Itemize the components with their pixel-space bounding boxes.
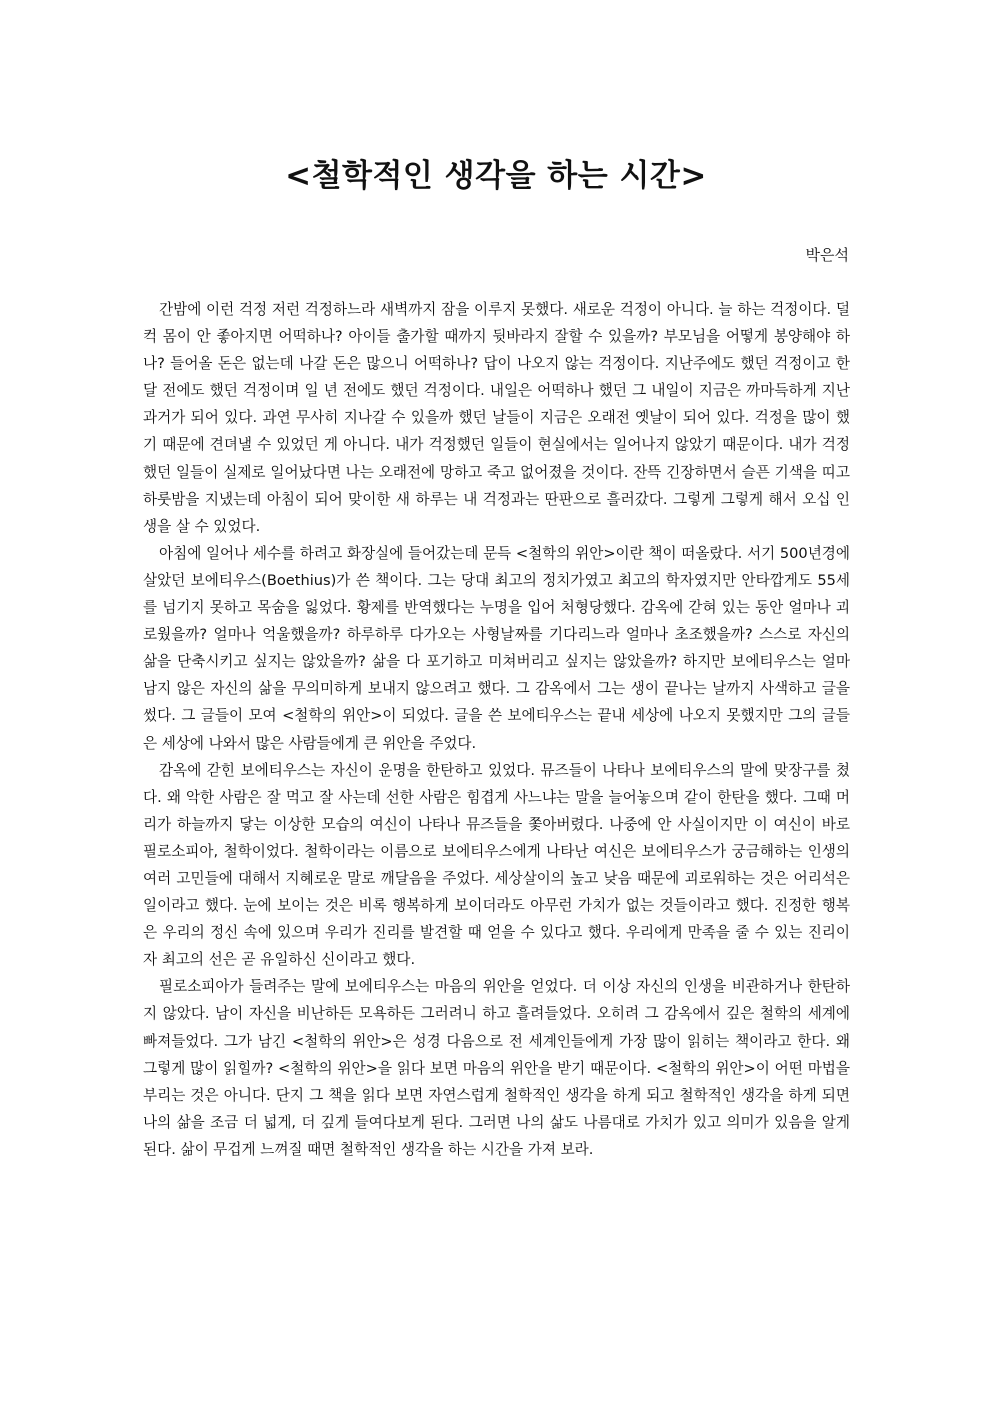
paragraph-1: 간밤에 이런 걱정 저런 걱정하느라 새벽까지 잠을 이루지 못했다. 새로운 걱정이 아니다. 늘 하는 걱정이다. 덜컥 몸이 안 좋아지면 어떡하나? 아이들 출가할 때까지 뒷바라지 잘할 수 있을까? 부모님을 어떻게 봉양해야 하나? 들어올 돈은 없는데 나갈 돈은 많으니 어떡하나? 답이 나오지 않는 걱정이다. 지난주에도 했던 걱정이고 한 달 전에도 했던 걱정이며 일 년 전에도 했던 걱정이다. 내일은 어떡하나 했던 그 내일이 지금은 까마득하게 지난 과거가 되어 있다. 과연 무사히 지나갈 수 있을까 했던 날들이 지금은 오래전 옛날이 되어 있다. 걱정을 많이 했기 때문에 견뎌낼 수 있었던 게 아니다. 내가 걱정했던 일들이 현실에서는 일어나지 않았기 때문이다. 내가 걱정했던 일들이 실제로 일어났다면 나는 오래전에 망하고 죽고 없어졌을 것이다. 잔뜩 긴장하면서 슬픈 기색을 띠고 하룻밤을 지냈는데 아침이 되어 맞이한 새 하루는 내 걱정과는 딴판으로 흘러갔다. 그렇게 그렇게 해서 오십 인생을 살 수 있었다. bbox=[143, 301, 850, 535]
page-title: <철학적인 생각을 하는 시간> bbox=[285, 158, 707, 194]
paragraph-4: 필로소피아가 들려주는 말에 보에티우스는 마음의 위안을 얻었다. 더 이상 자신의 인생을 비관하거나 한탄하지 않았다. 남이 자신을 비난하든 모욕하든 그러려니 하고 흘려들었다. 오히려 그 감옥에서 깊은 철학의 세계에 빠져들었다. 그가 남긴 <철학의 위안>은 성경 다음으로 전 세계인들에게 가장 많이 읽히는 책이라고 한다. 왜 그렇게 많이 읽힐까? <철학의 위안>을 읽다 보면 마음의 위안을 받기 때문이다. <철학의 위안>이 어떤 마법을 부리는 것은 아니다. 단지 그 책을 읽다 보면 자연스럽게 철학적인 생각을 하게 되고 철학적인 생각을 하게 되면 나의 삶을 조금 더 넓게, 더 깊게 들여다보게 된다. 그러면 나의 삶도 나름대로 가치가 있고 의미가 있음을 알게 된다. 삶이 무겁게 느껴질 때면 철학적인 생각을 하는 시간을 가져 보라. bbox=[143, 978, 850, 1158]
author-name: 박은석 bbox=[805, 246, 849, 264]
essay-body bbox=[143, 296, 850, 1163]
paragraph-3: 감옥에 갇힌 보에티우스는 자신이 운명을 한탄하고 있었다. 뮤즈들이 나타나 보에티우스의 말에 맞장구를 쳤다. 왜 악한 사람은 잘 먹고 잘 사는데 선한 사람은 힘겹게 사느냐는 말을 늘어놓으며 같이 한탄을 했다. 그때 머리가 하늘까지 닿는 이상한 모습의 여신이 나타나 뮤즈들을 쫓아버렸다. 나중에 안 사실이지만 이 여신이 바로 필로소피아, 철학이었다. 철학이라는 이름으로 보에티우스에게 나타난 여신은 보에티우스가 궁금해하는 인생의 여러 고민들에 대해서 지혜로운 말로 깨달음을 주었다. 세상살이의 높고 낮음 때문에 괴로워하는 것은 어리석은 일이라고 했다. 눈에 보이는 것은 비록 행복하게 보이더라도 아무런 가치가 없는 것들이라고 했다. 진정한 행복은 우리의 정신 속에 있으며 우리가 진리를 발견할 때 얻을 수 있다고 했다. 우리에게 만족을 줄 수 있는 진리이자 최고의 선은 곧 유일하신 신이라고 했다. bbox=[143, 761, 850, 969]
paragraph-2: 아침에 일어나 세수를 하려고 화장실에 들어갔는데 문득 <철학의 위안>이란 책이 떠올랐다. 서기 500년경에 살았던 보에티우스(Boethius)가 쓴 책이다. 그는 당대 최고의 정치가였고 최고의 학자였지만 안타깝게도 55세를 넘기지 못하고 목숨을 잃었다. 황제를 반역했다는 누명을 입어 처형당했다. 감옥에 갇혀 있는 동안 얼마나 괴로웠을까? 얼마나 억울했을까? 하루하루 다가오는 사형날짜를 기다리느라 얼마나 초조했을까? 스스로 자신의 삶을 단축시키고 싶지는 않았을까? 삶을 다 포기하고 미쳐버리고 싶지는 않았을까? 하지만 보에티우스는 얼마 남지 않은 자신의 삶을 무의미하게 보내지 않으려고 했다. 그 감옥에서 그는 생이 끝나는 날까지 사색하고 글을 썼다. 그 글들이 모여 <철학의 위안>이 되었다. 글을 쓴 보에티우스는 끝내 세상에 나오지 못했지만 그의 글들은 세상에 나와서 많은 사람들에게 큰 위안을 주었다. bbox=[143, 544, 850, 752]
